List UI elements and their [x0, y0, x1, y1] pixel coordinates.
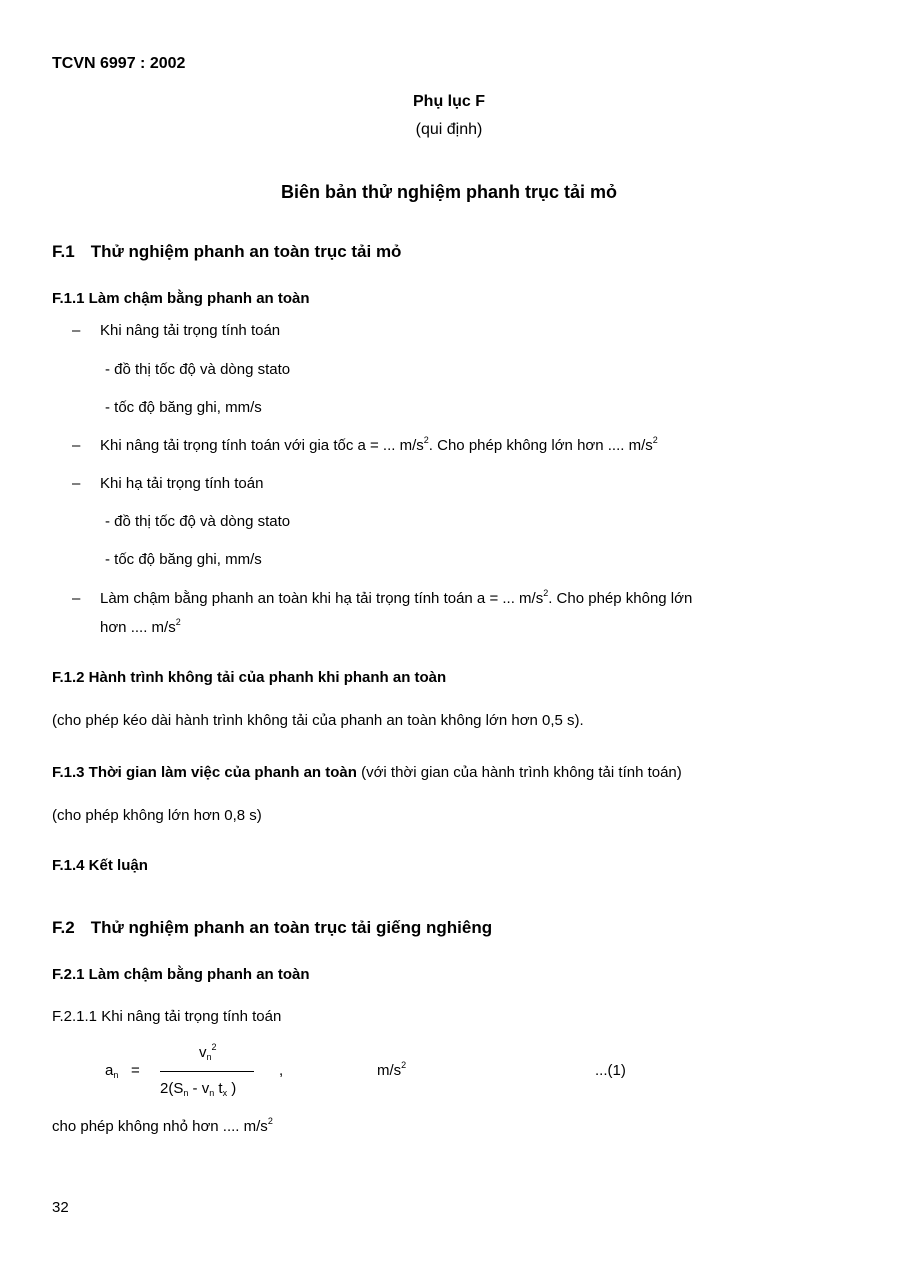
bullet-dash: – [72, 322, 81, 339]
list-subitem: - đồ thị tốc độ và dòng stato [105, 361, 291, 378]
bullet-dash: – [72, 437, 81, 454]
list-item: Khi hạ tải trọng tính toán [100, 475, 264, 492]
section-f13-note: (cho phép không lớn hơn 0,8 s) [52, 807, 262, 824]
bullet-dash: – [72, 475, 81, 492]
section-f1-title: Thử nghiệm phanh an toàn trục tải mỏ [90, 242, 402, 261]
item4-text-line2: hơn .... m/s [100, 619, 176, 636]
list-item: Khi nâng tải trọng tính toán [100, 322, 281, 339]
list-item [100, 590, 692, 607]
section-f12-heading: F.1.2 Hành trình không tải của phanh khi phanh an toàn [52, 669, 447, 686]
section-f2-heading [52, 918, 492, 938]
section-f1-heading [52, 242, 401, 262]
appendix-title: Phụ lục F [413, 93, 485, 110]
formula-lhs [105, 1062, 118, 1079]
subscript: n [209, 1088, 215, 1098]
section-f11-heading: F.1.1 Làm chậm bằng phanh an toàn [52, 290, 310, 307]
formula-numerator [199, 1044, 217, 1061]
page-number: 32 [52, 1199, 69, 1216]
formula-text: - v [188, 1080, 210, 1097]
equation-number: ...(1) [595, 1062, 626, 1079]
section-f2-title: Thử nghiệm phanh an toàn trục tải giếng nghiêng [90, 918, 493, 937]
unit-text: m/s [377, 1062, 402, 1079]
superscript: 2 [423, 435, 429, 445]
formula-var: v [199, 1044, 207, 1061]
item2-text-cont: . Cho phép không lớn hơn .... m/s [428, 437, 653, 454]
subscript: n [206, 1052, 212, 1062]
appendix-type: (qui định) [415, 121, 483, 138]
document-title: Biên bản thử nghiệm phanh trục tải mỏ [280, 182, 618, 202]
section-f21-heading: F.2.1 Làm chậm bằng phanh an toàn [52, 966, 310, 983]
item4-text: Làm chậm bằng phanh an toàn khi hạ tải trọng tính toán a = ... m/s [100, 590, 544, 607]
superscript: 2 [543, 588, 549, 598]
formula-text: t [214, 1080, 223, 1097]
standard-number: TCVN 6997 : 2002 [52, 55, 186, 72]
list-subitem: - tốc độ băng ghi, mm/s [105, 551, 262, 568]
subscript: n [113, 1070, 119, 1080]
formula-condition [52, 1118, 273, 1135]
formula-text: 2(S [160, 1080, 184, 1097]
section-f13-heading [52, 764, 682, 781]
item2-text: Khi nâng tải trọng tính toán với gia tốc a = ... m/s [100, 437, 424, 454]
formula-var: a [105, 1062, 114, 1079]
list-subitem: - tốc độ băng ghi, mm/s [105, 399, 262, 416]
formula-denominator [160, 1080, 236, 1097]
formula-unit [377, 1062, 406, 1079]
superscript: 2 [401, 1060, 407, 1070]
section-f14-heading: F.1.4 Kết luận [52, 857, 148, 874]
section-f13-title: F.1.3 Thời gian làm việc của phanh an toàn [52, 764, 357, 781]
superscript: 2 [652, 435, 658, 445]
section-f211-heading: F.2.1.1 Khi nâng tải trọng tính toán [52, 1008, 282, 1025]
condition-text: cho phép không nhỏ hơn .... m/s [52, 1118, 268, 1135]
formula-text: ) [227, 1080, 237, 1097]
superscript: 2 [175, 617, 181, 627]
list-item-continuation [100, 619, 181, 636]
bullet-dash: – [72, 590, 81, 607]
subscript: x [222, 1088, 228, 1098]
item4-text-cont: . Cho phép không lớn [548, 590, 693, 607]
subscript: n [183, 1088, 189, 1098]
superscript: 2 [211, 1042, 217, 1052]
section-f2-number: F.2 [52, 918, 75, 937]
section-f13-subtitle: (với thời gian của hành trình không tải tính toán) [356, 764, 682, 781]
fraction-line [160, 1071, 254, 1072]
list-item [100, 437, 658, 454]
section-f12-note: (cho phép kéo dài hành trình không tải của phanh an toàn không lớn hơn 0,5 s). [52, 712, 584, 729]
superscript: 2 [267, 1116, 273, 1126]
section-f1-number: F.1 [52, 242, 75, 261]
formula-equals: = [131, 1062, 140, 1079]
formula-comma: , [279, 1062, 284, 1079]
list-subitem: - đồ thị tốc độ và dòng stato [105, 513, 291, 530]
